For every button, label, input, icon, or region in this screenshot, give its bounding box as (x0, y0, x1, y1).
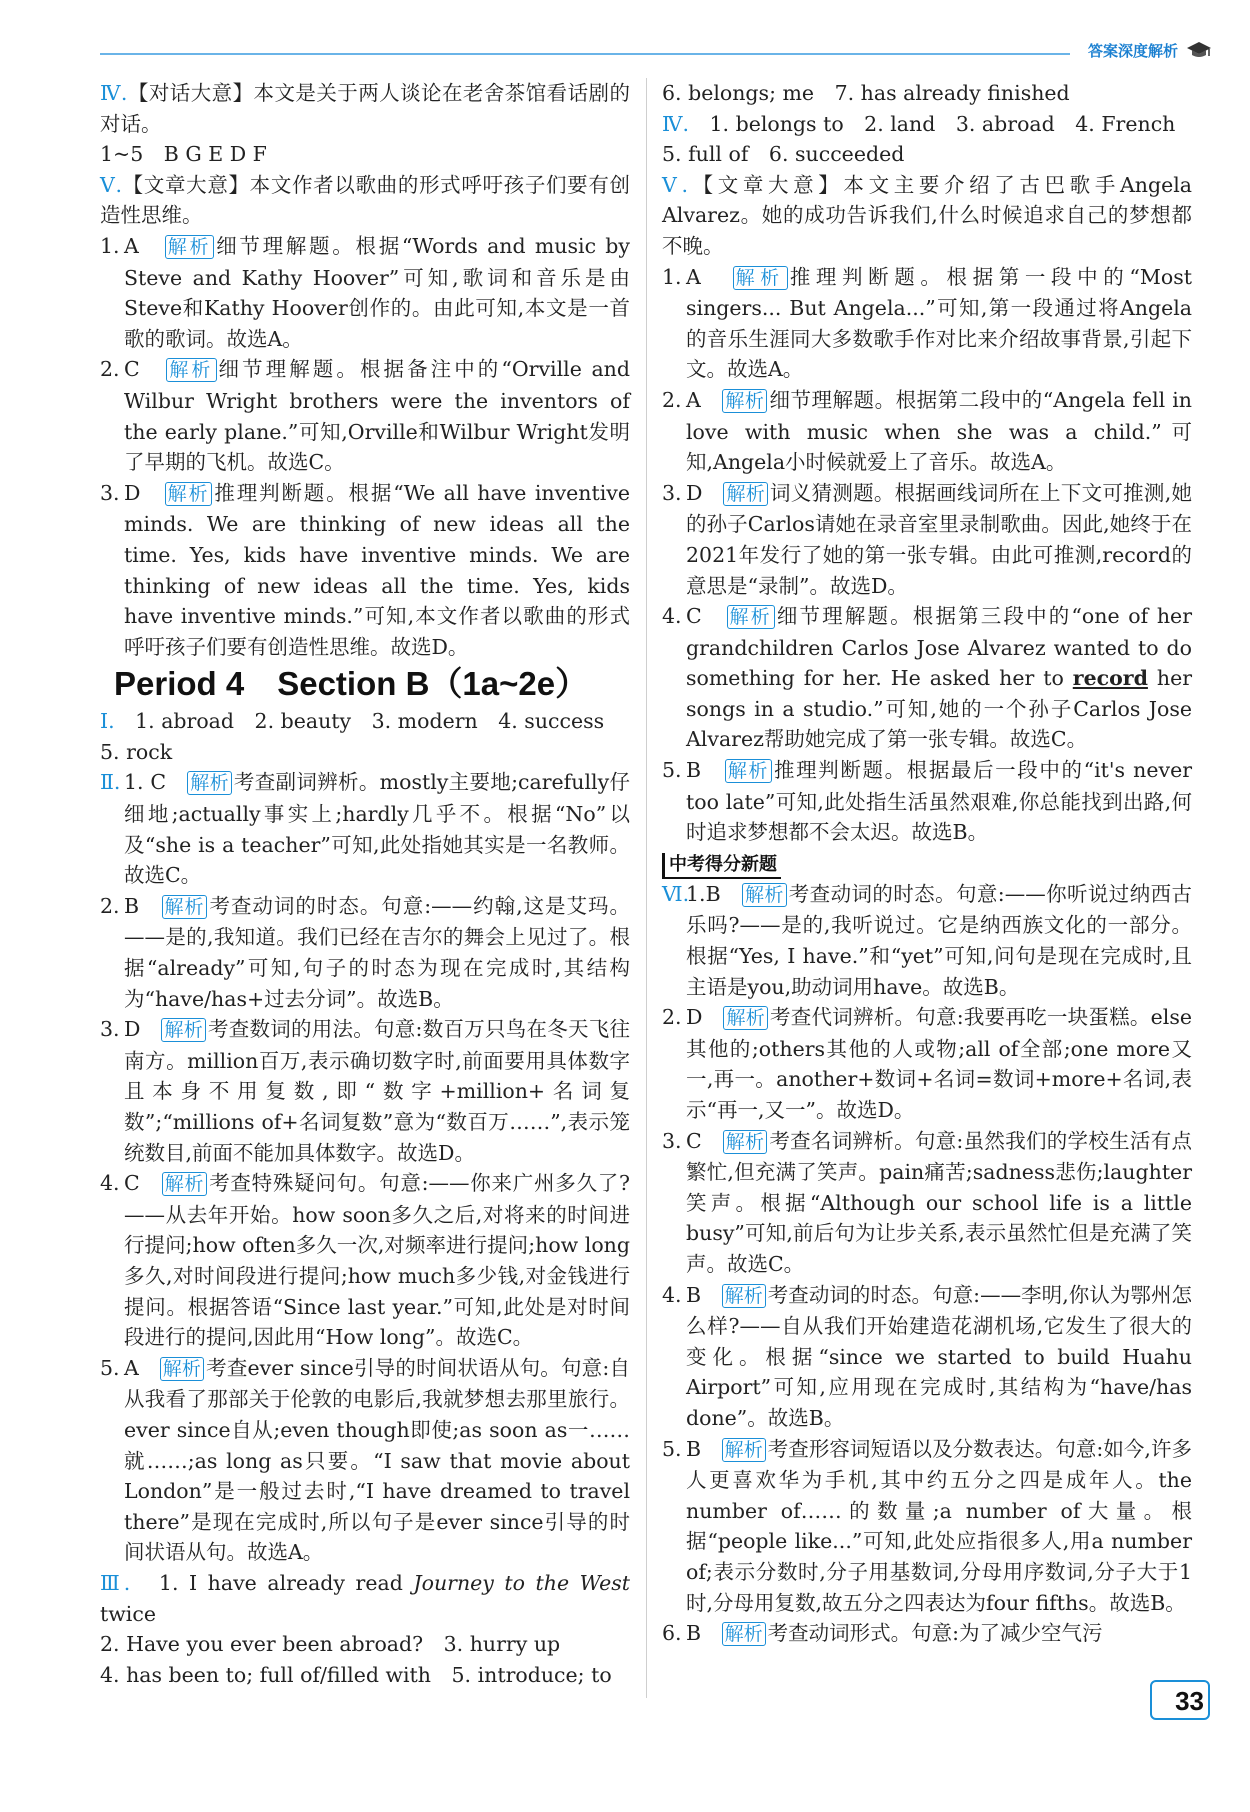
page-number: 33 (1175, 1686, 1204, 1716)
analysis-tag: 解析 (727, 605, 775, 629)
answer-item: 2. C 解析 细节理解题。根据备注中的“Orville and Wilbur Wright brothers were the inventors of the early plane.”可知,Orville和Wilbur Wright发明了早期的飞机。故选C。 (100, 357, 630, 475)
section-5-summary: Ⅴ.【文章大意】本文作者以歌曲的形式呼吁孩子们要有创造性思维。 (100, 172, 631, 228)
section-4-answers: 1~5 B G E D F (100, 142, 267, 167)
answer-line: 5. full of 6. succeeded (662, 142, 905, 167)
column-divider (646, 78, 647, 1698)
underlined-word: record (1072, 666, 1148, 691)
zhongkao-label-row (662, 848, 1192, 879)
section-4-answers: Ⅳ. 1. belongs to 2. land 3. abroad 4. French (662, 111, 1176, 136)
answer-item: 4. C 解析 细节理解题。根据第三段中的“one of her grandchildren Carlos Jose Alvarez wanted to do something for her. He asked her to record her songs in a studio.”可知,她的一个孙子Carlos Jose Alvarez帮助她完成了第一张专辑。故选C。 (662, 604, 1193, 752)
graduation-cap-icon (1186, 40, 1212, 60)
analysis-tag: 解析 (722, 1622, 766, 1646)
analysis-tag: 解析 (722, 1438, 766, 1462)
answer-item: 4. B 解析 考查动词的时态。句意:——李明,你认为鄂州怎么样?——自从我们开始建造花湖机场,它发生了很大的变化。根据“since we started to build Huahu Airport”可知,应用现在完成时,其结构为“have/has done”。故选B。 (662, 1282, 1192, 1430)
answer-line: 6. belongs; me 7. has already finished (662, 81, 1070, 105)
answer-item: 3. D 解析 考查数词的用法。句意:数百万只鸟在冬天飞往南方。million百万,表示确切数字时,前面要用具体数字且本身不用复数,即“数字+million+名词复数”;“millions of+名词复数”意为“数百万……”,表示笼统数目,前面不能加具体数字。故选D。 (100, 1017, 630, 1165)
section-3-answers-cont: 4. has been to; full of/filled with 5. introduce; to (100, 1662, 612, 1687)
analysis-tag: 解析 (742, 883, 787, 907)
header-tag: 答案深度解析 (1082, 40, 1184, 61)
roman-numeral: Ⅴ. (100, 172, 122, 197)
answer-item: 5. A 解析 考查ever since引导的时间状语从句。句意:自从我看了那部关于伦敦的电影后,我就梦想去那里旅行。ever since自从;even though即使;as soon as一……就……;as long as只要。“I saw that movie about London”是一般过去时,“I have dreamed to travel there”是现在完成时,所以句子是ever since引导的时间状语从句。故选A。 (100, 1355, 630, 1565)
answer-item: 2. A 解析 细节理解题。根据第二段中的“Angela fell in love with music when she was a child.”可知,Angela小时候就爱上了音乐。故选A。 (662, 387, 1192, 475)
section-3-answers-cont: 2. Have you ever been abroad? 3. hurry up (100, 1632, 561, 1657)
section-1-answers: Ⅰ. 1. abroad 2. beauty 3. modern 4. success (100, 709, 605, 734)
right-column (662, 78, 1192, 1650)
book-title: Journey to the West (413, 1570, 630, 1595)
analysis-tag: 解析 (725, 759, 772, 783)
answer-item: Ⅵ. 1.B 解析 考查动词的时态。句意:——你听说过纳西古乐吗?——是的,我听说过。它是纳西族文化的一部分。根据“Yes, I have.”和“yet”可知,问句是现在完成时,且主语是you,助动词用have。故选B。 (662, 881, 1193, 999)
answer-item: 1. A 解析 细节理解题。根据“Words and music by Steve and Kathy Hoover”可知,歌词和音乐是由Steve和Kathy Hoover创作的。由此可知,本文是一首歌的歌词。故选A。 (100, 233, 630, 351)
analysis-tag: 解析 (162, 895, 208, 919)
section-3-answers: Ⅲ. 1. I have already read Journey to the West twice (100, 1570, 630, 1626)
answer-item: Ⅱ. 1. C 解析 考查副词辨析。mostly主要地;carefully仔细地;actually事实上;hardly几乎不。根据“No”以及“she is a teacher”可知,此处指她其实是一名教师。故选C。 (100, 770, 630, 888)
analysis-tag: 解析 (722, 1284, 766, 1308)
analysis-tag: 解析 (160, 1357, 204, 1381)
left-column (100, 78, 630, 1690)
analysis-tag: 解析 (161, 1018, 206, 1042)
analysis-tag: 解析 (723, 1006, 768, 1030)
section-1-answers-cont: 5. rock (100, 739, 173, 764)
roman-numeral: Ⅴ. (662, 172, 688, 197)
answer-item: 2. B 解析 考查动词的时态。句意:——约翰,这是艾玛。——是的,我知道。我们已经在吉尔的舞会上见过了。根据“already”可知,句子的时态为现在完成时,其结构为“have/has+过去分词”。故选B。 (100, 893, 630, 1011)
analysis-tag: 解析 (162, 1172, 208, 1196)
analysis-tag: 解析 (165, 235, 214, 259)
answer-item: 2. D 解析 考查代词辨析。句意:我要再吃一块蛋糕。else其他的;others其他的人或物;all of全部;one more又一,再一。another+数词+名词=数词+more+名词,表示“再一,又一”。故选D。 (662, 1005, 1193, 1122)
answer-item: 6. B 解析 考查动词形式。句意:为了减少空气污 (662, 1621, 1103, 1646)
analysis-tag: 解析 (723, 1130, 768, 1154)
answer-item: 5. B 解析 推理判断题。根据最后一段中的“it's never too late”可知,此处指生活虽然艰难,你总能找到出路,何时追求梦想都不会太迟。故选B。 (662, 758, 1193, 845)
zhongkao-label: 中考得分新题 (662, 853, 781, 879)
answer-item: 1. A 解析 推理判断题。根据第一段中的“Most singers... But Angela...”可知,第一段通过将Angela的音乐生涯同大多数歌手作对比来介绍故事背景,引起下文。故选A。 (662, 264, 1192, 382)
analysis-tag: 解析 (723, 482, 768, 506)
analysis-tag: 解析 (722, 389, 767, 413)
roman-numeral: Ⅳ. (100, 81, 128, 105)
answer-item: 3. D 解析 词义猜测题。根据画线词所在上下文可推测,她的孙子Carlos请她在录音室里录制歌曲。因此,她终于在2021年发行了她的第一张专辑。由此可推测,record的意思是“录制”。故选D。 (662, 480, 1192, 598)
analysis-tag: 解析 (187, 771, 232, 795)
answer-item: 3. D 解析 推理判断题。根据“We all have inventive minds. We are thinking of new ideas all the time. Yes, kids have inventive minds. We are thinking of new ideas all the time. Yes, kids have inventive minds.”可知,本文作者以歌曲的形式呼吁孩子们要有创造性思维。故选D。 (100, 480, 630, 659)
answer-item: 4. C 解析 考查特殊疑问句。句意:——你来广州多久了?——从去年开始。how soon多久之后,对将来的时间进行提问;how often多久一次,对频率进行提问;how long多久,对时间段进行提问;how much多少钱,对金钱进行提问。根据答语“Since last year.”可知,此处是对时间段进行的提问,因此用“How long”。故选C。 (100, 1171, 630, 1350)
answer-item: 5. B 解析 考查形容词短语以及分数表达。句意:如今,许多人更喜欢华为手机,其中约五分之四是成年人。the number of……的数量;a number of大量。根据“people like...”可知,此处应指很多人,用a number of;表示分数时,分子用基数词,分母用序数词,分子大于1时,分母用复数,故五分之四表达为four fifths。故选B。 (662, 1436, 1193, 1615)
roman-numeral: Ⅳ. (662, 111, 689, 136)
section-5-summary: Ⅴ.【文章大意】本文主要介绍了古巴歌手Angela Alvarez。她的成功告诉我们,什么时候追求自己的梦想都不晚。 (662, 172, 1192, 258)
analysis-tag: 解析 (166, 358, 216, 382)
roman-numeral: Ⅰ. (100, 709, 115, 734)
section-4-summary: Ⅳ.【对话大意】本文是关于两人谈论在老舍茶馆看话剧的对话。 (100, 81, 630, 136)
roman-numeral: Ⅲ. (100, 1570, 131, 1595)
analysis-tag: 解析 (733, 266, 788, 290)
period-title: Period 4 Section B（1a~2e） (114, 665, 589, 703)
answer-item: 3. C 解析 考查名词辨析。句意:虽然我们的学校生活有点繁忙,但充满了笑声。pain痛苦;sadness悲伤;laughter笑声。根据“Although our school life is a little busy”可知,前后句为让步关系,表示虽然忙但是充满了笑声。故选C。 (662, 1128, 1192, 1276)
header-rule (100, 53, 1070, 55)
analysis-tag: 解析 (165, 482, 213, 506)
